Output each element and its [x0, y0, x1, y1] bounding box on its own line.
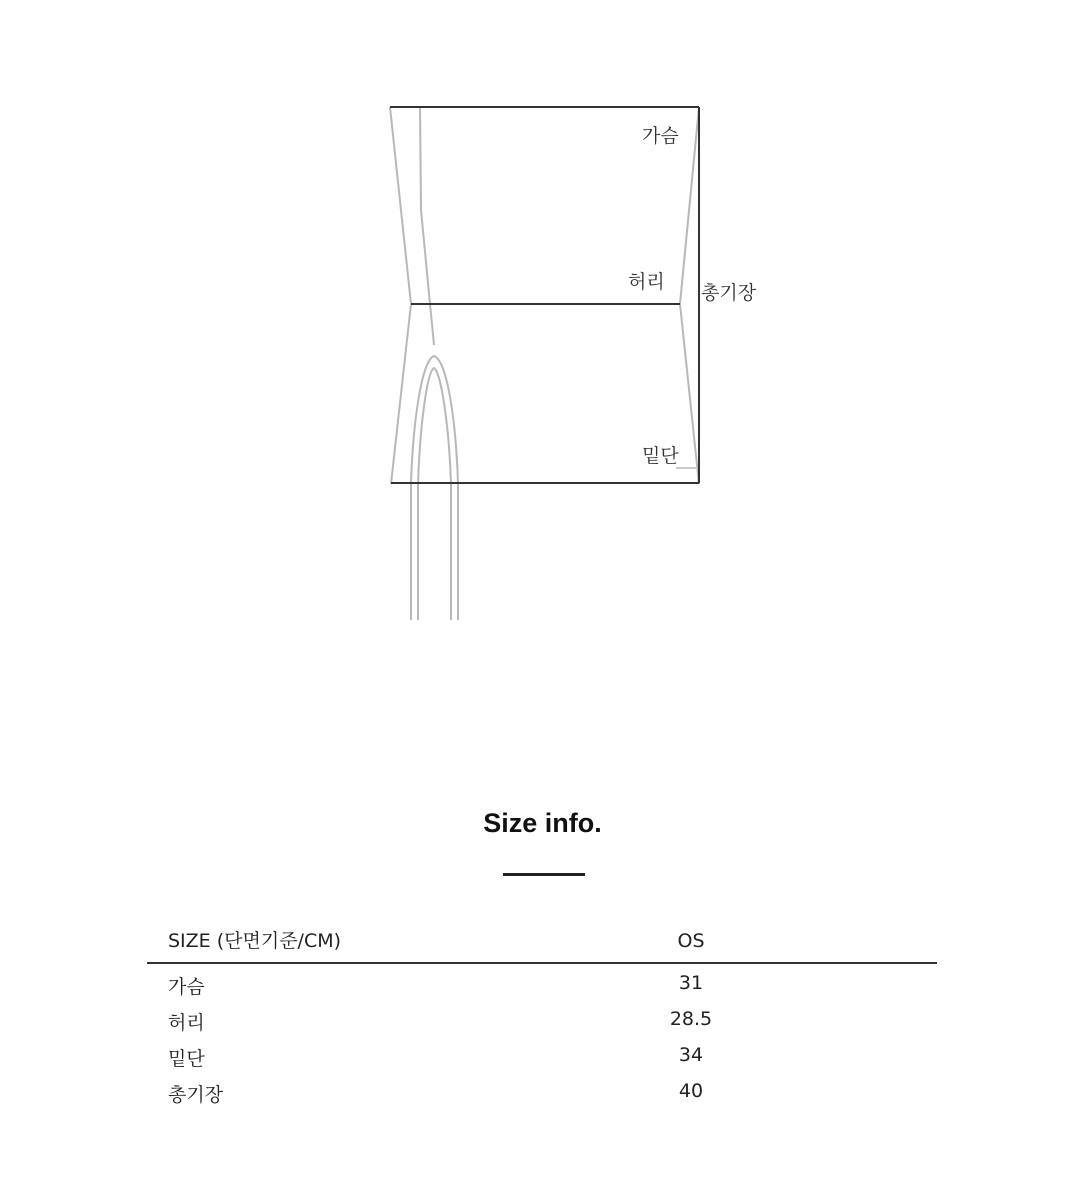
size-info-heading: Size info.	[483, 808, 602, 838]
row-value: 34	[678, 1044, 704, 1066]
table-row	[147, 964, 937, 1000]
row-value: 40	[678, 1080, 704, 1102]
outline-right	[680, 107, 699, 484]
table-row	[147, 1036, 937, 1072]
tie-strap-inner	[418, 368, 451, 620]
label-waist: 허리	[628, 271, 665, 293]
label-chest: 가슴	[642, 125, 679, 147]
header-size: OS	[677, 930, 705, 952]
size-table-header	[147, 922, 937, 964]
row-label: 가슴	[168, 976, 205, 998]
row-label: 밑단	[168, 1048, 205, 1070]
heading-underline	[503, 873, 585, 876]
table-row	[147, 1000, 937, 1036]
label-length: 총기장	[701, 282, 757, 304]
label-hem: 밑단	[642, 445, 679, 467]
header-label: SIZE (단면기준/CM)	[168, 930, 342, 952]
size-table	[147, 922, 937, 1108]
row-value: 28.5	[669, 1008, 713, 1030]
outline-left	[390, 107, 411, 484]
row-label: 총기장	[168, 1084, 224, 1106]
row-value: 31	[678, 972, 704, 994]
panel-line	[420, 107, 434, 345]
row-label: 허리	[168, 1012, 205, 1034]
table-row	[147, 1072, 937, 1108]
